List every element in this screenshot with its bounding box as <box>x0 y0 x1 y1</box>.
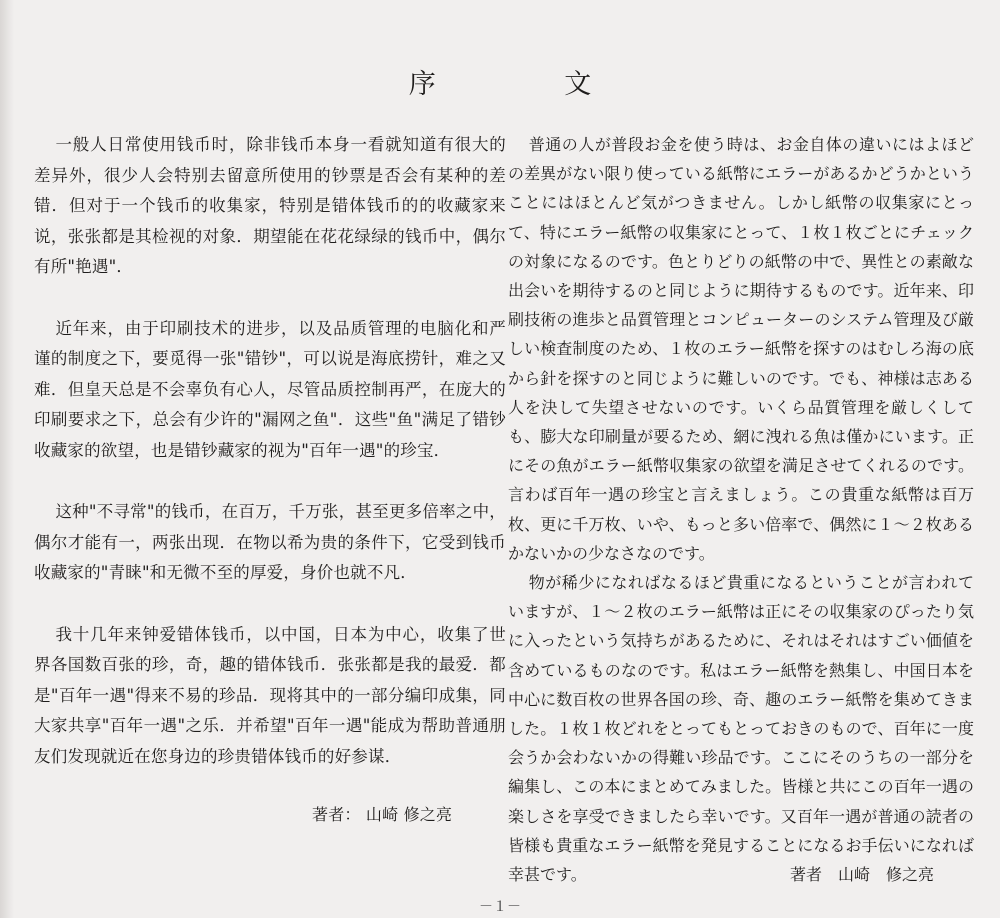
page-title: 序 文 <box>408 69 652 100</box>
chinese-paragraph-4: 我十几年来钟爱错体钱币，以中国，日本为中心，收集了世界各国数百张的珍，奇，趣的错体钱币．张张都是我的最爱．都是"百年一遇"得来不易的珍品．现将其中的一部分编印成集，同大家共享"百年一遇"之乐．并希望"百年一遇"能成为帮助普通朋友们发现就近在您身边的珍贵错体钱币的好参谋． <box>34 624 506 766</box>
japanese-signature: 著者 山崎 修之亮 <box>790 865 935 884</box>
chinese-column <box>34 130 506 824</box>
page-number: －１－ <box>479 899 521 915</box>
japanese-paragraph-2: 物が稀少になればなるほど貴重になるということが言われていますが、１～２枚のエラー紙幣は正にその収集家のぴったり気に入ったという気持ちがあるために、それはそれはすごい価値を含めているものなのです。私はエラー紙幣を熱集し、中国日本を中心に数百枚の世界各国の珍、奇、趣のエラー紙幣を集めてきました。１枚１枚どれをとってもとっておきのもので、百年に一度会うか会わないかの得難い珍品です。ここにそのうちの一部分を編集し、この本にまとめてみました。皆様と共にこの百年一遇の楽しさを享受できましたら幸いです。又百年一遇が普通の読者の皆様も貴重なエラー紙幣を発見することになるお手伝いになれば幸甚です。 <box>508 573 974 885</box>
page-edge-shadow <box>0 0 14 918</box>
chinese-paragraph-2: 近年来，由于印刷技术的进步，以及品质管理的电脑化和严谨的制度之下，要觅得一张"错钞"，可以说是海底捞针，难之又难．但皇天总是不会辜负有心人，尽管品质控制再严，在庞大的印刷要求之下，总会有少许的"漏网之鱼"．这些"鱼"满足了错钞收藏家的欲望，也是错钞藏家的视为"百年一遇"的珍宝． <box>34 318 506 460</box>
chinese-paragraph-3: 这种"不寻常"的钱币，在百万，千万张，甚至更多倍率之中，偶尔才能有一，两张出现．在物以希为贵的条件下，它受到钱币收藏家的"青睐"和无微不至的厚爱，身价也就不凡． <box>34 502 506 583</box>
chinese-paragraph-1: 一般人日常使用钱币时，除非钱币本身一看就知道有很大的差异外，很少人会特别去留意所使用的钞票是否会有某种的差错．但对于一个钱币的收集家，特别是错体钱币的的收藏家来说，张张都是其检视的对象．期望能在花花绿绿的钱币中，偶尔有所"艳遇"． <box>34 135 506 277</box>
chinese-signature: 著者： 山崎 修之亮 <box>312 805 453 824</box>
japanese-paragraph-1: 普通の人が普段お金を使う時は、お金自体の違いにはよほどの差異がない限り使っている紙幣にエラーがあるかどうかということにはほとんど気がつきません。しかし紙幣の収集家にとって、特にエラー紙幣の収集家にとって、１枚１枚ごとにチェックの対象になるのです。色とりどりの紙幣の中で、異性との素敵な出会いを期待するのと同じように期待するものです。近年来、印刷技術の進歩と品質管理とコンピューターのシステム管理及び厳しい検査制度のため、１枚のエラー紙幣を探すのはむしろ海の底から針を探すのと同じように難しいのです。でも、神様は志ある人を決して失望させないのです。いくら品質管理を厳しくしても、膨大な印刷量が要るため、網に洩れる魚は僅かにいます。正にその魚がエラー紙幣収集家の欲望を満足させてくれるのです。言わば百年一遇の珍宝と言えましょう。この貴重な紙幣は百万枚、更に千万枚、いや、もっと多い倍率で、偶然に１～２枚あるかないかの少なさなのです。 <box>508 135 974 563</box>
japanese-column <box>508 130 974 889</box>
